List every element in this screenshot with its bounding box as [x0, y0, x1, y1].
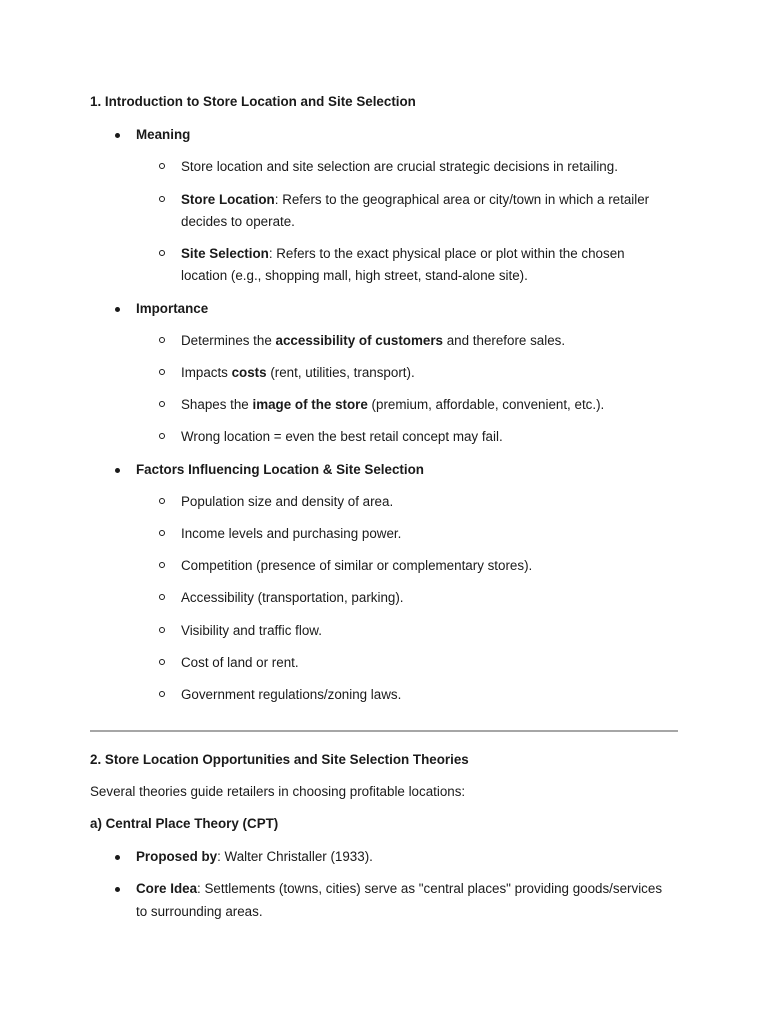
list-item: Wrong location = even the best retail concept may fail. — [181, 429, 503, 444]
bullet-icon — [115, 307, 120, 312]
text-run: Determines the — [181, 333, 276, 348]
definition-text: : Refers to the geographical area or city/town in which a retailer — [274, 192, 650, 207]
bold-run: costs — [231, 365, 267, 380]
sub-bullet-icon — [159, 401, 165, 407]
bullet-icon — [115, 468, 120, 473]
sub-bullet-icon — [159, 250, 165, 256]
text-run: and therefore sales. — [443, 333, 566, 348]
list-item — [181, 245, 625, 263]
list-item: Competition (presence of similar or complementary stores). — [181, 558, 533, 573]
term-store-location: Store Location — [181, 192, 275, 207]
bullet-icon — [115, 855, 120, 860]
list-item-continuation: decides to operate. — [181, 214, 295, 229]
text-run: Impacts — [181, 365, 232, 380]
bold-run: image of the store — [252, 397, 368, 412]
list-heading-meaning: Meaning — [136, 127, 191, 142]
list-item: Government regulations/zoning laws. — [181, 687, 402, 702]
text-run: : Walter Christaller (1933). — [217, 849, 373, 864]
sub-bullet-icon — [159, 163, 165, 169]
list-item — [136, 880, 662, 898]
subsection-heading: a) Central Place Theory (CPT) — [90, 816, 279, 831]
sub-bullet-icon — [159, 627, 165, 633]
section-heading: 2. Store Location Opportunities and Site Selection Theories — [90, 752, 469, 767]
sub-bullet-icon — [159, 691, 165, 697]
list-item — [181, 332, 565, 350]
bold-run: accessibility of customers — [275, 333, 443, 348]
list-item: Population size and density of area. — [181, 494, 394, 509]
definition-text: : Refers to the exact physical place or plot within the chosen — [268, 246, 625, 261]
list-heading-factors: Factors Influencing Location & Site Selection — [136, 462, 424, 477]
term-site-selection: Site Selection — [181, 246, 269, 261]
list-item-continuation: location (e.g., shopping mall, high street, stand-alone site). — [181, 268, 528, 283]
sub-bullet-icon — [159, 530, 165, 536]
list-item — [181, 364, 415, 382]
horizontal-rule — [90, 730, 678, 732]
list-item: Cost of land or rent. — [181, 655, 299, 670]
section-heading: 1. Introduction to Store Location and Site Selection — [90, 94, 416, 109]
list-item: Store location and site selection are crucial strategic decisions in retailing. — [181, 159, 618, 174]
list-item: Accessibility (transportation, parking). — [181, 590, 404, 605]
text-run: (rent, utilities, transport). — [266, 365, 415, 380]
sub-bullet-icon — [159, 659, 165, 665]
list-heading-importance: Importance — [136, 301, 209, 316]
sub-bullet-icon — [159, 369, 165, 375]
sub-bullet-icon — [159, 196, 165, 202]
sub-bullet-icon — [159, 498, 165, 504]
sub-bullet-icon — [159, 562, 165, 568]
sub-bullet-icon — [159, 594, 165, 600]
sub-bullet-icon — [159, 337, 165, 343]
paragraph: Several theories guide retailers in choosing profitable locations: — [90, 784, 466, 799]
bullet-icon — [115, 887, 120, 892]
text-run: (premium, affordable, convenient, etc.). — [367, 397, 605, 412]
bullet-icon — [115, 133, 120, 138]
sub-bullet-icon — [159, 433, 165, 439]
list-item: Visibility and traffic flow. — [181, 623, 322, 638]
bold-run: Proposed by — [136, 849, 218, 864]
list-item: Income levels and purchasing power. — [181, 526, 402, 541]
text-run: : Settlements (towns, cities) serve as "central places" providing goods/services — [197, 881, 663, 896]
text-run: Shapes the — [181, 397, 253, 412]
list-item-continuation: to surrounding areas. — [136, 904, 263, 919]
list-item — [136, 848, 373, 866]
bold-run: Core Idea — [136, 881, 198, 896]
list-item — [181, 191, 649, 209]
list-item — [181, 396, 604, 414]
